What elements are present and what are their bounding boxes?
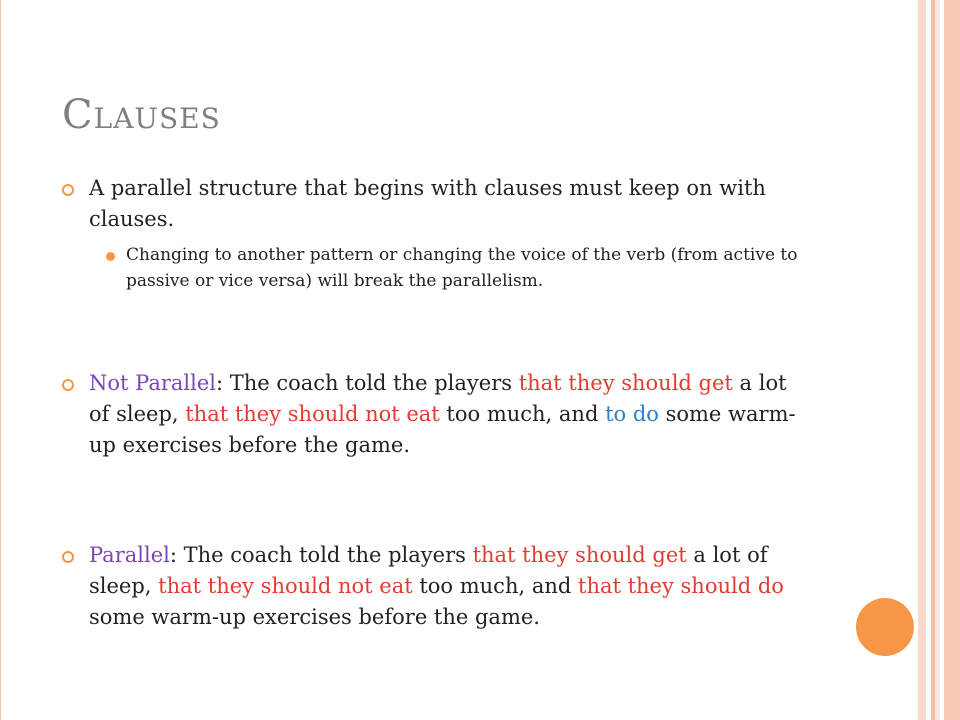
bullet-clauses-rule: A parallel structure that begins with clauses must keep on with clauses. xyxy=(89,176,766,231)
highlight-clause: that they should not eat xyxy=(158,574,413,598)
decor-stripe xyxy=(918,0,926,720)
text-segment: too much, and xyxy=(439,402,606,426)
text-segment: a lot of sleep, xyxy=(89,543,768,598)
text-segment: : The coach told the players xyxy=(169,543,473,567)
text-segment: too much, and xyxy=(412,574,578,598)
text-segment: some warm-up exercises before the game. xyxy=(89,402,796,457)
ring-bullet-icon xyxy=(62,551,74,563)
bullet-not-parallel xyxy=(89,368,799,461)
highlight-clause: that they should get xyxy=(518,371,733,395)
bullet-parallel xyxy=(89,540,804,633)
decorative-circle xyxy=(856,598,914,656)
label-parallel: Parallel xyxy=(89,543,170,567)
label-not-parallel: Not Parallel xyxy=(89,371,216,395)
text-segment: some warm-up exercises before the game. xyxy=(89,605,540,629)
ring-bullet-icon xyxy=(62,184,74,196)
highlight-clause: that they should get xyxy=(472,543,687,567)
text-segment: : The coach told the players xyxy=(215,371,519,395)
dot-bullet-icon xyxy=(106,252,115,261)
ring-bullet-icon xyxy=(62,379,74,391)
highlight-clause: that they should not eat xyxy=(185,402,440,426)
highlight-infinitive: to do xyxy=(605,402,659,426)
text-segment: a lot of sleep, xyxy=(89,371,787,426)
decor-stripe xyxy=(944,0,960,720)
slide-title: Clauses xyxy=(62,92,221,138)
highlight-clause: that they should do xyxy=(578,574,784,598)
sub-bullet-voice-change: Changing to another pattern or changing the voice of the verb (from active to passive or vice versa) will break the parallelism. xyxy=(126,245,798,291)
